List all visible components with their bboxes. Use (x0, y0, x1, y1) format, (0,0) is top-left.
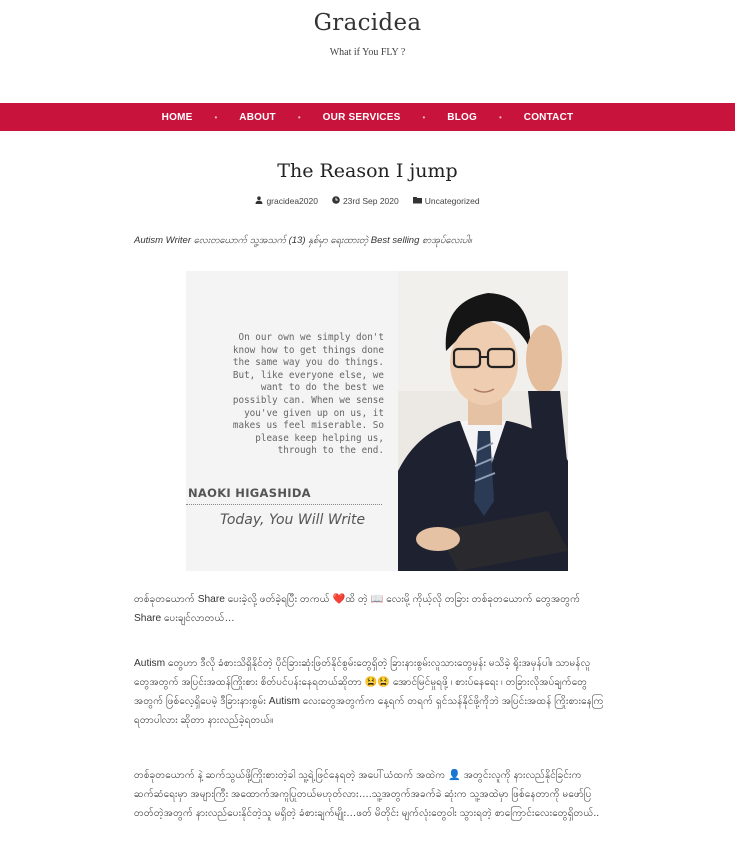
clock-icon (332, 196, 340, 206)
book-quote-image (186, 271, 568, 571)
quote-text: On our own we simply don't know how to get things done the same way you do things. But, like everyone else, we want to do the best we possibly can. When we sense you've given up on us, it makes us feel miserable. So please keep helping us, through to the end. (232, 332, 384, 457)
post-date[interactable]: 23rd Sep 2020 (342, 196, 399, 206)
paragraph-3: တစ်ခုတယောက် နဲ့ ဆက်သွယ်ဖို့ကြိုးစားတဲ့ခါ သူ့ရဲ့ဖြင်နေရတဲ့ အပေါ်ယံထက် အထဲက 👤 အတွင်းလူကို နားလည်နိုင်ခြင်းက ဆက်ဆံရေးမှာ အများကြီး အထောက်အကူပြုတယ်မဟုတ်လား….သူ့အတွက်အခက်ခဲ ဆုံးက သူ့အထဲမှာ ဖြစ်နေတာကို မဖော်ပြတတ်တဲ့အတွက် နားလည်ပေးနိုင်တဲ့သူ မရှိတဲ့ ခံစားချက်မျိုး…ဖတ် မိတိုင်း မျက်လုံးတွေဝါး သွားရတဲ့ စာကြောင်းလေးတွေရှိတယ်.. (134, 770, 600, 819)
site-title[interactable]: Gracidea (313, 10, 422, 36)
divider (186, 504, 382, 505)
folder-icon (413, 196, 422, 206)
nav-home[interactable]: HOME (161, 111, 193, 123)
paragraph-1: တစ်ခုတယောက် Share ပေးခဲ့လို့ ဖတ်ခဲ့ရပြီး တကယ် ❤️ထိ တဲ့ 📖 လေးမို့ ကိုယ့်လို တခြား တစ်ခုတယောက် တွေအတွက် Share ပေးချင်လာတယ်… (134, 594, 581, 624)
site-tagline: What if You FLY ? (329, 47, 406, 58)
paragraph-2: Autism တွေဟာ ဒီလို ခံစားသိရှိနိုင်တဲ့ ပိုင်ခြားဆုံးဖြတ်နိုင်စွမ်းတွေရှိတဲ့ ခြားနားစွမ်းလူသားတွေမှန်း မသိခဲ့ ရိုးအမှန်ပါ။ သာမန်လူတွေအတွက် အပြင်းအထန်ကြိုးစား စိတ်ပင်ပန်းနေရတယ်ဆိုတာ 😫😫 အောင်မြင်မှုရဖို့ ၊ စားပ်နေရေး ၊ တခြားလိုအပ်ချက်တွေအတွက် ဖြစ်လေ့ရှိပေမဲ့ ဒီခြားနားစွမ်း Autism လေးတွေအတွက်က နေ့ရက် တရက် ရှင်သန်နိုင်ဖို့ကိုဘဲ အပြင်းအထန် ကြိုးစားနေကြရတာပါလား ဆိုတာ နားလည်ခဲ့ရတယ်။ (134, 658, 604, 726)
nav-separator: • (498, 112, 502, 122)
nav-blog[interactable]: BLOG (447, 111, 477, 123)
post-title: The Reason I jump (277, 160, 458, 182)
main-navigation (0, 103, 735, 131)
post-meta (0, 196, 735, 206)
nav-separator: • (297, 112, 301, 122)
nav-separator: • (214, 112, 218, 122)
nav-about[interactable]: ABOUT (239, 111, 276, 123)
user-icon (255, 196, 263, 206)
nav-separator: • (422, 112, 426, 122)
post-category[interactable]: Uncategorized (424, 196, 480, 206)
author-photo (398, 271, 568, 571)
post-intro: Autism Writer လေးတယောက် သူ့အသက် (13) နှစ်မှာ ရေးထားတဲ့ Best selling စာအုပ်လေးပါ။ (134, 235, 472, 246)
site-header (0, 0, 735, 103)
nav-contact[interactable]: CONTACT (523, 111, 574, 123)
post-author[interactable]: gracidea2020 (266, 196, 318, 206)
nav-our-services[interactable]: OUR SERVICES (322, 111, 401, 123)
book-author: NAOKI HIGASHIDA (188, 486, 311, 500)
book-title: Today, You Will Write (220, 512, 366, 528)
